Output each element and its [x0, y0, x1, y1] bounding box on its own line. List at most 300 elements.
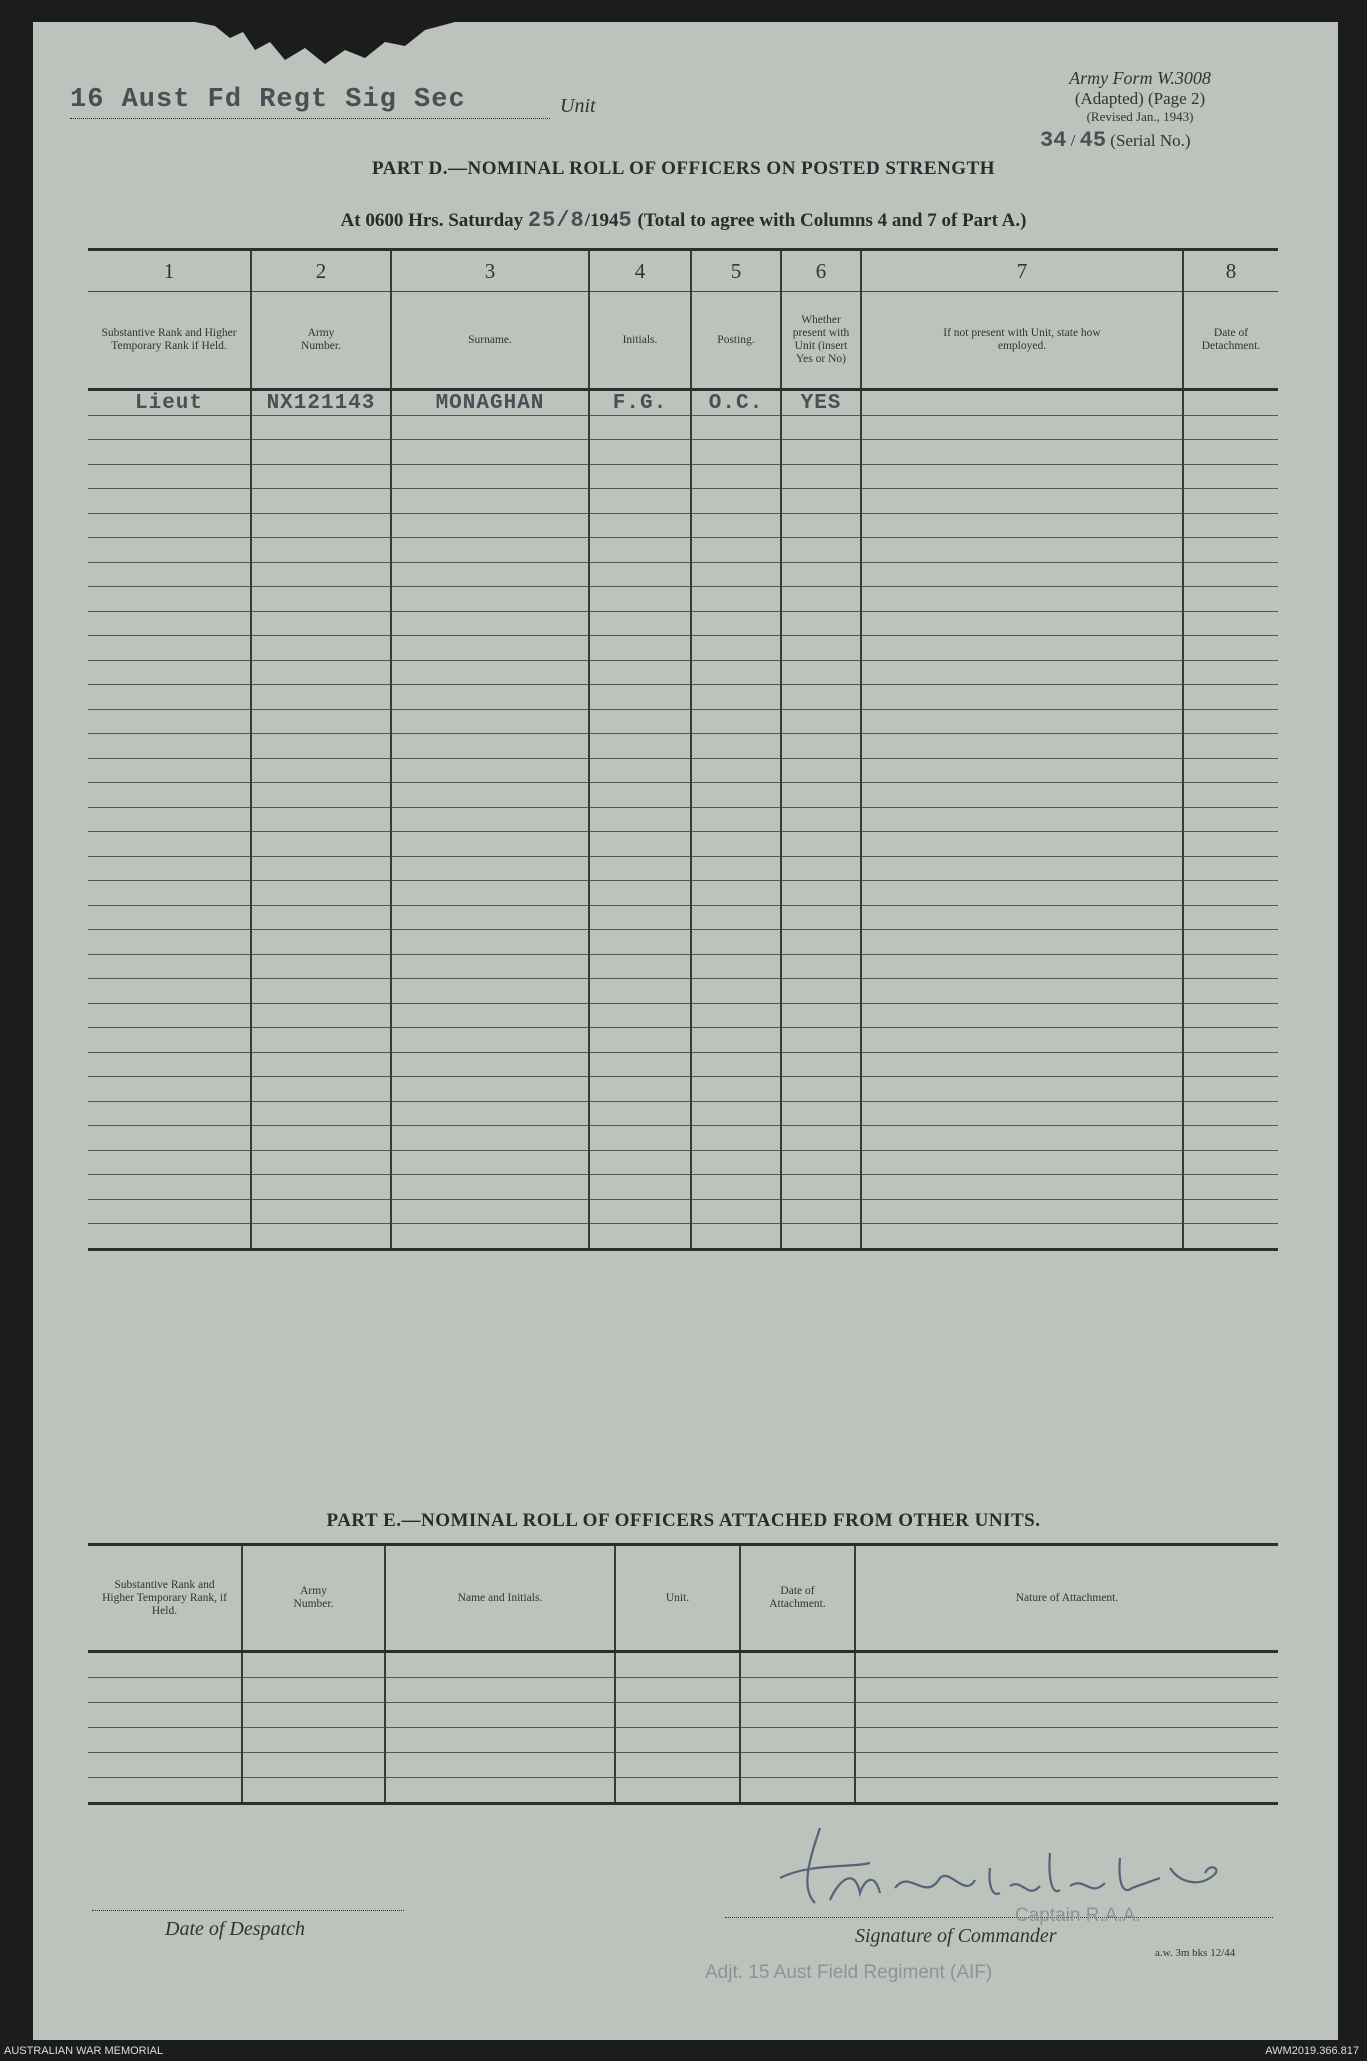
table-cell — [781, 856, 861, 881]
table-cell — [391, 562, 589, 587]
table-cell — [781, 1077, 861, 1102]
table-cell — [1183, 1175, 1278, 1200]
table-cell — [385, 1728, 615, 1753]
table-cell — [391, 1199, 589, 1224]
table-cell — [88, 881, 251, 906]
table-row — [88, 1126, 1278, 1151]
table-cell — [861, 685, 1183, 710]
col-header-attachment-nature: Nature of Attachment. — [855, 1545, 1278, 1652]
table-row — [88, 562, 1278, 587]
date-year-digit: 5 — [618, 208, 633, 233]
table-row — [88, 464, 1278, 489]
table-cell — [589, 489, 691, 514]
table-cell — [691, 513, 781, 538]
col-header-surname: Surname. — [391, 292, 589, 390]
table-cell — [1183, 587, 1278, 612]
table-cell — [391, 1077, 589, 1102]
table-row — [88, 832, 1278, 857]
table-cell — [781, 954, 861, 979]
serial-year: 45 — [1079, 128, 1107, 153]
table-cell — [855, 1678, 1278, 1703]
table-cell — [781, 415, 861, 440]
table-cell — [781, 685, 861, 710]
table-cell — [855, 1728, 1278, 1753]
table-cell — [781, 1003, 861, 1028]
table-cell — [691, 489, 781, 514]
table-cell — [88, 1199, 251, 1224]
table-cell — [88, 464, 251, 489]
table-row — [88, 1678, 1278, 1703]
table-cell — [781, 1028, 861, 1053]
table-row — [88, 930, 1278, 955]
col-number: 1 — [88, 250, 251, 292]
print-code: a.w. 3m bks 12/44 — [1155, 1947, 1236, 1959]
table-cell — [251, 1052, 391, 1077]
table-cell — [615, 1678, 740, 1703]
table-cell — [88, 1126, 251, 1151]
table-cell — [861, 587, 1183, 612]
table-cell — [251, 562, 391, 587]
table-cell — [391, 685, 589, 710]
table-cell — [855, 1652, 1278, 1678]
table-cell — [691, 1224, 781, 1250]
table-cell — [691, 1028, 781, 1053]
table-cell — [385, 1703, 615, 1728]
table-cell — [589, 783, 691, 808]
table-cell — [88, 440, 251, 465]
table-cell — [781, 538, 861, 563]
col-header-army-number: Army Number. — [242, 1545, 385, 1652]
table-row — [88, 1175, 1278, 1200]
table-cell — [691, 685, 781, 710]
table-cell — [781, 660, 861, 685]
table-cell — [391, 636, 589, 661]
col-number: 6 — [781, 250, 861, 292]
table-cell — [251, 1003, 391, 1028]
table-cell — [1183, 930, 1278, 955]
despatch-label: Date of Despatch — [165, 1918, 305, 1940]
table-cell — [391, 832, 589, 857]
table-cell — [861, 832, 1183, 857]
table-cell — [691, 856, 781, 881]
archive-caption — [0, 2043, 1367, 2061]
table-cell — [88, 660, 251, 685]
col-number: 4 — [589, 250, 691, 292]
table-cell — [391, 1101, 589, 1126]
table-cell — [251, 1150, 391, 1175]
table-cell — [589, 1150, 691, 1175]
table-cell — [251, 734, 391, 759]
table-cell — [691, 709, 781, 734]
part-d-title: PART D.—NOMINAL ROLL OF OFFICERS ON POSTED STRENGTH — [371, 158, 996, 179]
table-cell — [740, 1753, 855, 1778]
table-cell — [691, 807, 781, 832]
table-cell — [242, 1652, 385, 1678]
form-adapted: (Adapted) (Page 2) — [1074, 89, 1206, 108]
table-cell — [589, 930, 691, 955]
table-cell — [391, 660, 589, 685]
table-cell — [88, 1778, 242, 1804]
table-cell — [589, 1028, 691, 1053]
table-row — [88, 1703, 1278, 1728]
cell-initials: F.G. — [589, 390, 691, 416]
table-cell — [385, 1678, 615, 1703]
table-cell — [691, 832, 781, 857]
table-cell — [251, 905, 391, 930]
table-cell — [855, 1703, 1278, 1728]
table-cell — [391, 856, 589, 881]
table-cell — [781, 587, 861, 612]
table-cell — [861, 709, 1183, 734]
table-cell — [740, 1652, 855, 1678]
col-header-employment: If not present with Unit, state how employed. — [861, 292, 1183, 390]
table-cell — [385, 1778, 615, 1804]
table-cell — [391, 783, 589, 808]
table-cell — [251, 930, 391, 955]
table-cell — [691, 636, 781, 661]
table-cell — [251, 783, 391, 808]
table-cell — [391, 930, 589, 955]
table-cell — [88, 1652, 242, 1678]
table-row — [88, 440, 1278, 465]
table-cell — [589, 538, 691, 563]
table-cell — [691, 464, 781, 489]
table-cell — [861, 562, 1183, 587]
table-cell — [781, 783, 861, 808]
column-label-row — [88, 1545, 1278, 1652]
table-cell — [1183, 1150, 1278, 1175]
table-cell — [589, 1175, 691, 1200]
table-cell — [781, 513, 861, 538]
table-cell — [1183, 685, 1278, 710]
table-row — [88, 1003, 1278, 1028]
table-cell — [691, 1003, 781, 1028]
commander-label: Signature of Commander — [855, 1925, 1057, 1947]
date-year-prefix: /194 — [584, 210, 619, 231]
table-cell — [691, 979, 781, 1004]
table-cell — [781, 611, 861, 636]
table-cell — [88, 758, 251, 783]
catalogue-id: AWM2019.366.817 — [1265, 2045, 1359, 2057]
table-cell — [861, 415, 1183, 440]
table-cell — [251, 709, 391, 734]
table-cell — [861, 611, 1183, 636]
table-cell — [251, 611, 391, 636]
table-row — [88, 390, 1278, 416]
table-row — [88, 685, 1278, 710]
col-number: 5 — [691, 250, 781, 292]
table-row — [88, 1753, 1278, 1778]
table-cell — [391, 1028, 589, 1053]
table-cell — [391, 489, 589, 514]
table-cell — [1183, 636, 1278, 661]
table-cell — [251, 636, 391, 661]
table-cell — [1183, 660, 1278, 685]
form-revised: (Revised Jan., 1943) — [1086, 109, 1194, 124]
table-cell — [615, 1728, 740, 1753]
table-cell — [251, 538, 391, 563]
table-cell — [88, 1703, 242, 1728]
table-cell — [251, 660, 391, 685]
table-cell — [88, 979, 251, 1004]
table-row — [88, 905, 1278, 930]
table-cell — [88, 636, 251, 661]
table-row — [88, 954, 1278, 979]
table-cell — [691, 611, 781, 636]
table-cell — [1183, 1126, 1278, 1151]
table-cell — [88, 1150, 251, 1175]
table-cell — [861, 979, 1183, 1004]
table-cell — [589, 660, 691, 685]
table-cell — [251, 832, 391, 857]
table-cell — [740, 1728, 855, 1753]
table-cell — [589, 1126, 691, 1151]
table-cell — [781, 709, 861, 734]
table-cell — [589, 636, 691, 661]
table-cell — [589, 1224, 691, 1250]
table-cell — [391, 538, 589, 563]
table-cell — [251, 440, 391, 465]
table-cell — [391, 1224, 589, 1250]
cell-rank: Lieut — [88, 390, 251, 416]
table-cell — [88, 832, 251, 857]
table-cell — [1183, 807, 1278, 832]
col-number: 7 — [861, 250, 1183, 292]
table-cell — [861, 636, 1183, 661]
table-cell — [88, 1175, 251, 1200]
table-row — [88, 611, 1278, 636]
col-header-initials: Initials. — [589, 292, 691, 390]
table-cell — [861, 464, 1183, 489]
table-cell — [88, 489, 251, 514]
table-cell — [385, 1753, 615, 1778]
table-cell — [615, 1652, 740, 1678]
table-cell — [781, 562, 861, 587]
table-cell — [781, 464, 861, 489]
table-cell — [691, 783, 781, 808]
table-cell — [861, 954, 1183, 979]
date-prefix: At 0600 Hrs. Saturday — [340, 210, 524, 231]
table-cell — [781, 1199, 861, 1224]
table-cell — [691, 1175, 781, 1200]
date-day-month: 25/8 — [527, 208, 585, 233]
commander-signature — [760, 1808, 1270, 1918]
table-cell — [88, 1052, 251, 1077]
table-cell — [391, 1052, 589, 1077]
table-cell — [88, 1028, 251, 1053]
table-cell — [691, 1126, 781, 1151]
table-row — [88, 513, 1278, 538]
table-row — [88, 1077, 1278, 1102]
table-cell — [1183, 611, 1278, 636]
table-row — [88, 807, 1278, 832]
cell-army-number: NX121143 — [251, 390, 391, 416]
table-cell — [1183, 1003, 1278, 1028]
table-cell — [1183, 734, 1278, 759]
table-cell — [781, 807, 861, 832]
table-row — [88, 856, 1278, 881]
table-cell — [781, 1175, 861, 1200]
table-cell — [781, 758, 861, 783]
table-cell — [691, 881, 781, 906]
table-cell — [861, 1150, 1183, 1175]
table-cell — [391, 881, 589, 906]
table-cell — [251, 856, 391, 881]
col-header-posting: Posting. — [691, 292, 781, 390]
table-row — [88, 1028, 1278, 1053]
col-header-army-number: Army Number. — [251, 292, 391, 390]
table-cell — [615, 1703, 740, 1728]
unit-name: 16 Aust Fd Regt Sig Sec — [70, 85, 466, 115]
table-cell — [391, 464, 589, 489]
table-cell — [88, 1101, 251, 1126]
table-cell — [861, 513, 1183, 538]
table-cell — [251, 1028, 391, 1053]
table-cell — [740, 1703, 855, 1728]
table-cell — [391, 905, 589, 930]
table-cell — [615, 1753, 740, 1778]
table-cell — [391, 513, 589, 538]
table-cell — [861, 1199, 1183, 1224]
table-cell — [861, 1052, 1183, 1077]
table-cell — [589, 1101, 691, 1126]
table-cell — [251, 979, 391, 1004]
col-header-present: Whether present with Unit (insert Yes or No) — [781, 292, 861, 390]
part-e-title: PART E.—NOMINAL ROLL OF OFFICERS ATTACHED FROM OTHER UNITS. — [326, 1510, 1041, 1531]
table-cell — [861, 856, 1183, 881]
table-cell — [691, 954, 781, 979]
form-identifier — [1020, 68, 1260, 125]
table-cell — [781, 881, 861, 906]
table-row — [88, 660, 1278, 685]
unit-underline — [70, 118, 550, 119]
table-cell — [391, 1126, 589, 1151]
table-cell — [1183, 881, 1278, 906]
table-cell — [1183, 832, 1278, 857]
institution-name: AUSTRALIAN WAR MEMORIAL — [4, 2045, 164, 2057]
table-cell — [1183, 783, 1278, 808]
table-cell — [691, 1199, 781, 1224]
table-cell — [589, 1003, 691, 1028]
table-cell — [861, 905, 1183, 930]
col-number: 8 — [1183, 250, 1278, 292]
table-cell — [691, 1052, 781, 1077]
table-cell — [88, 587, 251, 612]
table-cell — [88, 1077, 251, 1102]
table-row — [88, 734, 1278, 759]
cell-posting: O.C. — [691, 390, 781, 416]
table-row — [88, 1778, 1278, 1804]
table-cell — [861, 538, 1183, 563]
table-cell — [861, 807, 1183, 832]
table-cell — [391, 807, 589, 832]
column-label-row — [88, 292, 1278, 390]
table-cell — [391, 1150, 589, 1175]
table-cell — [691, 1077, 781, 1102]
date-line — [0, 208, 1367, 233]
table-cell — [88, 930, 251, 955]
table-cell — [1183, 856, 1278, 881]
table-cell — [1183, 1028, 1278, 1053]
table-cell — [88, 709, 251, 734]
table-cell — [691, 930, 781, 955]
table-row — [88, 979, 1278, 1004]
table-cell — [1183, 1077, 1278, 1102]
col-header-rank: Substantive Rank and Higher Temporary Rank, if Held. — [88, 1545, 242, 1652]
table-cell — [589, 440, 691, 465]
column-number-row — [88, 250, 1278, 292]
torn-edge — [195, 20, 455, 80]
table-cell — [88, 685, 251, 710]
table-row — [88, 538, 1278, 563]
table-cell — [781, 930, 861, 955]
col-header-detachment: Date of Detachment. — [1183, 292, 1278, 390]
table-cell — [88, 783, 251, 808]
table-cell — [391, 734, 589, 759]
table-row — [88, 881, 1278, 906]
table-row — [88, 415, 1278, 440]
table-cell — [861, 734, 1183, 759]
table-cell — [385, 1652, 615, 1678]
signature-line — [725, 1917, 1273, 1918]
part-e-table — [88, 1543, 1278, 1805]
table-cell — [391, 758, 589, 783]
table-cell — [589, 415, 691, 440]
table-row — [88, 636, 1278, 661]
table-cell — [88, 1224, 251, 1250]
table-cell — [691, 562, 781, 587]
table-cell — [589, 611, 691, 636]
table-cell — [691, 538, 781, 563]
table-cell — [781, 905, 861, 930]
table-cell — [1183, 905, 1278, 930]
table-cell — [1183, 562, 1278, 587]
stamp-appointment: Adjt. 15 Aust Field Regiment (AIF) — [705, 1962, 993, 1983]
table-cell — [589, 734, 691, 759]
table-cell — [242, 1678, 385, 1703]
table-cell — [251, 415, 391, 440]
table-cell — [861, 1175, 1183, 1200]
table-cell — [589, 807, 691, 832]
table-cell — [251, 1175, 391, 1200]
table-cell — [88, 538, 251, 563]
table-cell — [691, 734, 781, 759]
table-cell — [861, 1126, 1183, 1151]
table-cell — [251, 1199, 391, 1224]
table-cell — [391, 954, 589, 979]
table-row — [88, 489, 1278, 514]
table-cell — [589, 464, 691, 489]
table-cell — [589, 905, 691, 930]
table-row — [88, 709, 1278, 734]
table-row — [88, 1652, 1278, 1678]
table-cell — [88, 954, 251, 979]
table-cell — [589, 513, 691, 538]
serial-label: (Serial No.) — [1110, 131, 1191, 150]
serial-number: 34 / 45 (Serial No.) — [1040, 128, 1191, 153]
table-cell — [861, 783, 1183, 808]
table-cell — [88, 807, 251, 832]
table-cell — [251, 1224, 391, 1250]
table-cell — [251, 513, 391, 538]
table-cell — [251, 1077, 391, 1102]
table-cell — [1183, 954, 1278, 979]
table-cell — [781, 1150, 861, 1175]
table-cell — [781, 489, 861, 514]
table-cell — [88, 415, 251, 440]
table-cell — [861, 881, 1183, 906]
table-cell — [861, 930, 1183, 955]
